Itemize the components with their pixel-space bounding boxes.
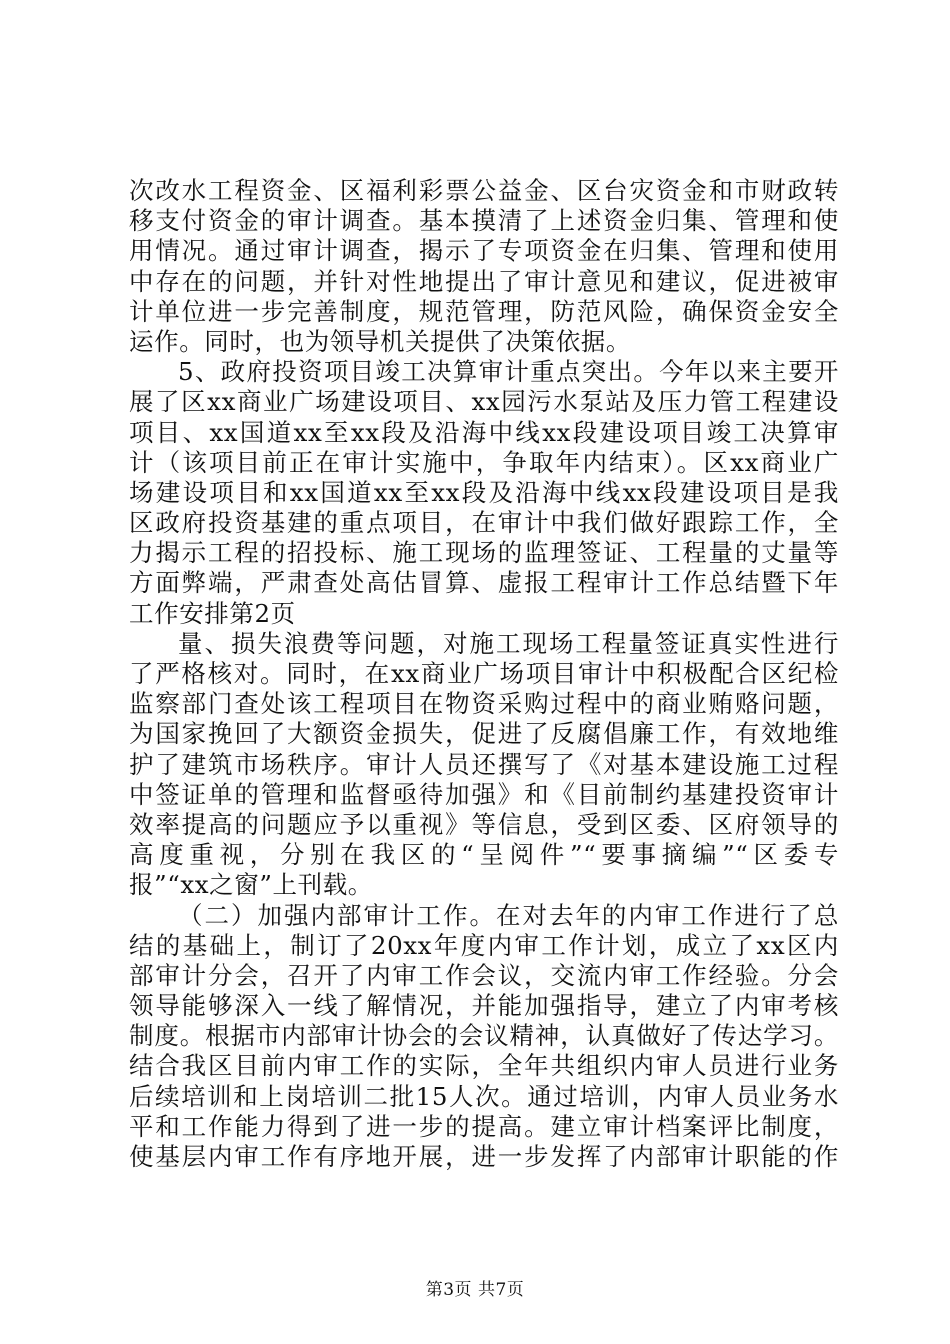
text-line: 平和工作能力得到了进一步的提高。建立审计档案评比制度， — [129, 1111, 839, 1141]
text-line: 5、政府投资项目竣工决算审计重点突出。今年以来主要开 — [178, 357, 839, 387]
text-line: 次改水工程资金、区福利彩票公益金、区台灾资金和市财政转 — [129, 176, 839, 205]
text-line: 中签证单的管理和监督亟待加强》和《目前制约基建投资审计 — [129, 779, 839, 809]
text-line: 计（该项目前正在审计实施中，争取年内结束）。区xx商业广 — [129, 447, 839, 477]
text-line: 运作。同时，也为领导机关提供了决策依据。 — [129, 326, 631, 356]
text-line: 高度重视，分别在我区的“呈阅件”“要事摘编”“区委专 — [129, 840, 839, 870]
text-line: 区政府投资基建的重点项目，在审计中我们做好跟踪工作，全 — [129, 508, 839, 538]
text-line: 效率提高的问题应予以重视》等信息，受到区委、区府领导的 — [129, 809, 839, 839]
text-line: 护了建筑市场秩序。审计人员还撰写了《对基本建设施工过程 — [129, 749, 839, 779]
text-line: 展了区xx商业广场建设项目、xx园污水泵站及压力管工程建设 — [129, 387, 839, 417]
document-body — [129, 176, 839, 1172]
text-line: 监察部门查处该工程项目在物资采购过程中的商业贿赂问题， — [129, 689, 839, 719]
text-line: 为国家挽回了大额资金损失，促进了反腐倡廉工作，有效地维 — [129, 719, 839, 749]
text-line: （二）加强内部审计工作。在对去年的内审工作进行了总 — [178, 900, 839, 930]
text-line: 后续培训和上岗培训二批15人次。通过培训，内审人员业务水 — [129, 1081, 839, 1111]
text-line: 量、损失浪费等问题，对施工现场工程量签证真实性进行 — [178, 628, 839, 658]
text-line: 部审计分会，召开了内审工作会议，交流内审工作经验。分会 — [129, 960, 839, 990]
text-line: 用情况。通过审计调查，揭示了专项资金在归集、管理和使用 — [129, 236, 839, 266]
text-line: 领导能够深入一线了解情况，并能加强指导，建立了内审考核 — [129, 991, 839, 1021]
text-line: 工作安排第2页 — [129, 598, 296, 628]
text-line: 结合我区目前内审工作的实际，全年共组织内审人员进行业务 — [129, 1051, 839, 1081]
text-line: 移支付资金的审计调查。基本摸清了上述资金归集、管理和使 — [129, 206, 839, 236]
text-line: 了严格核对。同时，在xx商业广场项目审计中积极配合区纪检 — [129, 659, 839, 688]
text-line: 中存在的问题，并针对性地提出了审计意见和建议，促进被审 — [129, 266, 839, 296]
text-line: 使基层内审工作有序地开展，进一步发挥了内部审计职能的作 — [129, 1142, 839, 1171]
text-line: 场建设项目和xx国道xx至xx段及沿海中线xx段建设项目是我 — [129, 477, 839, 507]
text-line: 计单位进一步完善制度，规范管理，防范风险，确保资金安全 — [129, 296, 839, 326]
text-line: 制度。根据市内部审计协会的会议精神，认真做好了传达学习。 — [129, 1021, 839, 1051]
text-line: 结的基础上，制订了20xx年度内审工作计划，成立了xx区内 — [129, 930, 839, 960]
text-line: 报”“xx之窗”上刊载。 — [129, 870, 373, 900]
page-footer: 第3页 共7页 — [425, 1280, 525, 1300]
text-line: 方面弊端，严肃查处高估冒算、虚报工程审计工作总结暨下年 — [129, 568, 839, 598]
text-line: 项目、xx国道xx至xx段及沿海中线xx段建设项目竣工决算审 — [129, 417, 839, 447]
text-line: 力揭示工程的招投标、施工现场的监理签证、工程量的丈量等 — [129, 538, 839, 568]
